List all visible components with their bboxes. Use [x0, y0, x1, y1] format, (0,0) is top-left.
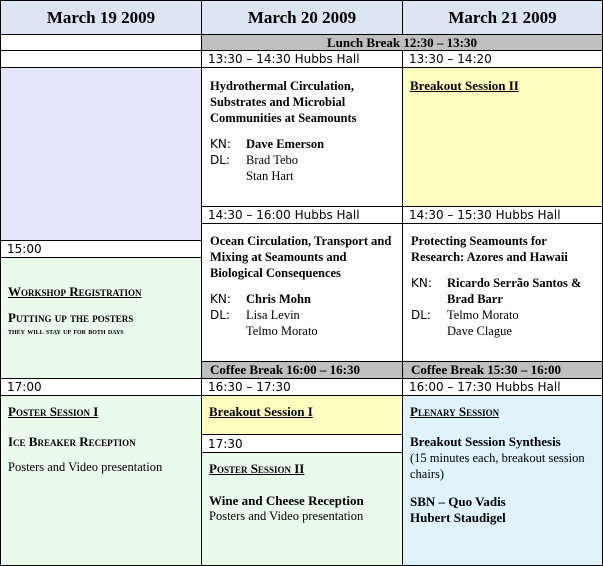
poster-session-2-cell: [201, 452, 403, 566]
time-slot: [201, 206, 403, 224]
header-march-20: [201, 0, 403, 35]
sbn-quo-vadis: SBN – Quo Vadis: [410, 494, 506, 509]
ice-breaker-reception: Ice Breaker Reception: [8, 434, 136, 449]
wine-subtitle: Posters and Video presentation: [209, 509, 364, 523]
discussion-leader: Lisa Levin: [246, 308, 300, 322]
dl-label: DL:: [411, 308, 431, 322]
wine-cheese-reception: Wine and Cheese Reception: [209, 493, 364, 508]
breakout-session-1: Breakout Session I: [209, 404, 313, 419]
session-title: Ocean Circulation, Transport and Mixing at Seamounts and Biological Consequences: [210, 234, 392, 280]
discussion-leader: Telmo Morato: [447, 308, 519, 322]
session-hydrothermal: [201, 67, 403, 207]
time-label: 17:30: [208, 436, 243, 451]
time-slot: [402, 50, 603, 68]
breakout-session-2-cell: [402, 67, 603, 207]
empty-cell: [0, 34, 202, 51]
poster-session-1: Poster Session I: [8, 404, 99, 419]
coffee-break-label: Coffee Break 15:30 – 16:00: [411, 362, 561, 377]
time-slot: [402, 378, 603, 396]
dl-label: DL:: [210, 153, 230, 167]
registration-cell: [0, 257, 202, 379]
header-label: March 19 2009: [46, 7, 156, 27]
session-title: Hydrothermal Circulation, Substrates and Microbial Communities at Seamounts: [210, 79, 357, 125]
kn-label: KN:: [210, 292, 231, 306]
poster-session-2: Poster Session II: [209, 461, 305, 476]
time-slot: [0, 378, 202, 396]
time-label: 16:00 – 17:30 Hubbs Hall: [409, 380, 561, 394]
time-label: 15:00: [7, 242, 42, 256]
discussion-leader: Stan Hart: [246, 169, 294, 183]
header-label: March 21 2009: [448, 7, 557, 27]
keynote-speaker: Brad Barr: [447, 292, 503, 306]
time-label: 13:30 – 14:30 Hubbs Hall: [208, 52, 360, 66]
session-title: Protecting Seamounts for Research: Azores and Hawaii: [411, 234, 568, 264]
lunch-break-label: Lunch Break 12:30 – 13:30: [327, 34, 477, 50]
plenary-session: Plenary Session: [410, 404, 500, 419]
lunch-break: [201, 34, 603, 51]
workshop-registration: Workshop Registration: [8, 284, 142, 299]
header-march-21: [402, 0, 603, 35]
session-ocean-circulation: [201, 223, 403, 362]
kn-label: KN:: [411, 276, 432, 290]
discussion-leader: Brad Tebo: [246, 153, 299, 167]
coffee-break: [402, 361, 603, 379]
keynote-speaker: Dave Emerson: [246, 137, 325, 151]
header-label: March 20 2009: [247, 7, 357, 27]
empty-cell: [0, 50, 202, 68]
time-slot: [201, 50, 403, 68]
posters-note: they will stay up for both days: [8, 326, 124, 336]
putting-up-posters: Putting up the posters: [8, 310, 134, 325]
poster-session-1-cell: [0, 395, 202, 566]
header-march-19: [0, 0, 202, 35]
breakout-session-1-cell: [201, 395, 403, 435]
time-label: 14:30 – 15:30 Hubbs Hall: [409, 208, 561, 222]
plenary-session-cell: [402, 395, 603, 566]
time-label: 14:30 – 16:00 Hubbs Hall: [208, 208, 360, 222]
keynote-speaker: Ricardo Serrão Santos &: [447, 276, 582, 290]
coffee-break: [201, 361, 403, 379]
sbn-speaker: Hubert Staudigel: [410, 510, 506, 525]
empty-lavender-cell: [0, 67, 202, 241]
time-label: 16:30 – 17:30: [208, 380, 291, 394]
coffee-break-label: Coffee Break 16:00 – 16:30: [210, 362, 360, 377]
time-label: 17:00: [7, 380, 42, 394]
time-slot: [402, 206, 603, 224]
synthesis-note: (15 minutes each, breakout session chairs): [410, 451, 585, 481]
time-slot: [0, 240, 202, 258]
icebreaker-subtitle: Posters and Video presentation: [8, 460, 163, 474]
breakout-synthesis: Breakout Session Synthesis: [410, 434, 561, 449]
time-label: 13:30 – 14:20: [409, 52, 492, 66]
breakout-session-2: Breakout Session II: [410, 78, 519, 93]
time-slot: [201, 434, 403, 453]
dl-label: DL:: [210, 308, 230, 322]
discussion-leader: Telmo Morato: [246, 324, 318, 338]
keynote-speaker: Chris Mohn: [246, 292, 311, 306]
kn-label: KN:: [210, 137, 231, 151]
session-protecting-seamounts: [402, 223, 603, 362]
time-slot: [201, 378, 403, 396]
discussion-leader: Dave Clague: [447, 324, 512, 338]
